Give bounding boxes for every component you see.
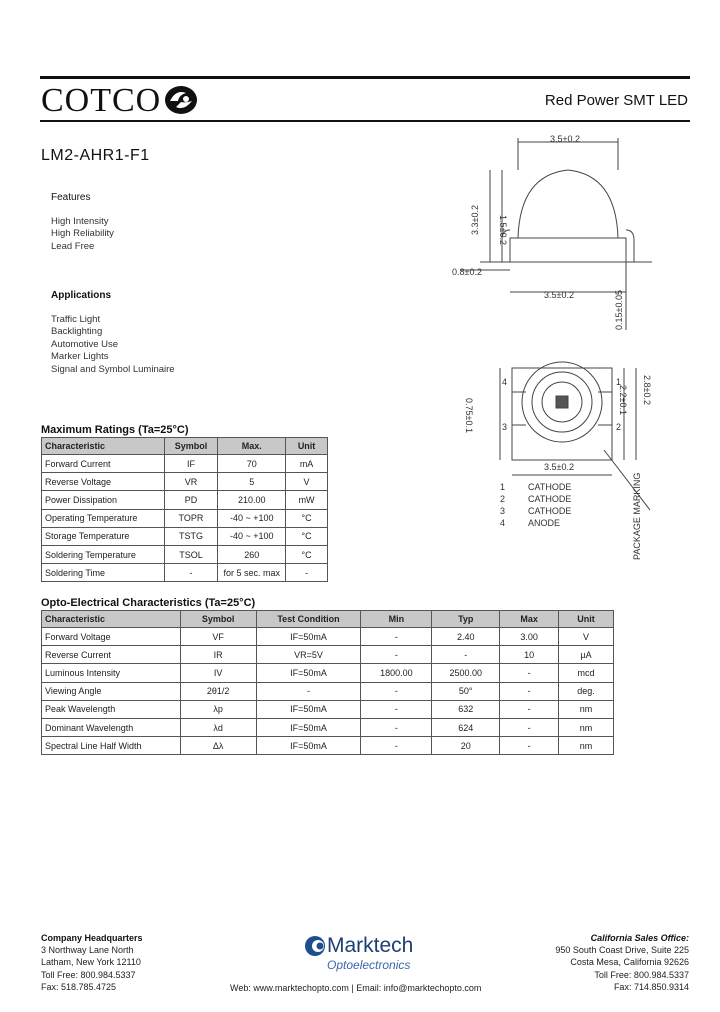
pin-4-num: 4 xyxy=(500,518,506,528)
cell: 2θ1/2 xyxy=(180,682,256,700)
cell: Operating Temperature xyxy=(42,509,165,527)
list-item: Backlighting xyxy=(51,326,103,338)
cell: - xyxy=(500,718,559,736)
cell: IV xyxy=(180,664,256,682)
cotco-logo xyxy=(41,84,161,118)
document-title: Red Power SMT LED xyxy=(544,92,688,109)
cell: - xyxy=(256,682,361,700)
ca-line: Fax: 714.850.9314 xyxy=(613,981,689,992)
list-item: High Reliability xyxy=(51,228,114,240)
ca-heading: California Sales Office: xyxy=(590,933,689,943)
cell: Viewing Angle xyxy=(42,682,181,700)
header-top-rule xyxy=(40,76,690,79)
table-row xyxy=(42,509,328,527)
cell: mA xyxy=(286,455,328,473)
list-item: Automotive Use xyxy=(51,338,119,350)
header-bottom-rule xyxy=(40,120,690,122)
opto-table xyxy=(41,610,614,755)
cell: - xyxy=(361,628,432,646)
pin-4-name: ANODE xyxy=(528,518,561,528)
cell: λd xyxy=(180,718,256,736)
list-item: Signal and Symbol Luminaire xyxy=(51,363,175,375)
cell: - xyxy=(500,737,559,755)
cell: IF=50mA xyxy=(256,718,361,736)
cell: TSTG xyxy=(164,527,218,545)
applications-heading: Applications xyxy=(51,290,112,301)
marktech-logo-icon xyxy=(303,934,327,958)
cell: - xyxy=(361,682,432,700)
cell: nm xyxy=(559,700,614,718)
hq-line: Toll Free: 800.984.5337 xyxy=(41,969,136,980)
cell: IF=50mA xyxy=(256,737,361,755)
cell: Reverse Voltage xyxy=(42,473,165,491)
table-row xyxy=(42,682,614,700)
table-row xyxy=(42,664,614,682)
pin-label-3: 3 xyxy=(502,422,508,432)
cell: 70 xyxy=(218,455,286,473)
cell: Storage Temperature xyxy=(42,527,165,545)
cell: -40 ~ +100 xyxy=(218,509,286,527)
cell: TOPR xyxy=(164,509,218,527)
cell: - xyxy=(361,737,432,755)
cell: 10 xyxy=(500,646,559,664)
header-cell: Characteristic xyxy=(42,611,181,628)
cell: Forward Current xyxy=(42,455,165,473)
table-header-row xyxy=(42,438,328,455)
cell: - xyxy=(164,564,218,582)
marktech-name: Marktech xyxy=(327,934,414,957)
cell: Soldering Time xyxy=(42,564,165,582)
hq-line: 3 Northway Lane North xyxy=(41,945,134,956)
table-header-row xyxy=(42,611,614,628)
dim-pad: 0.8±0.2 xyxy=(452,267,482,277)
cell: Luminous Intensity xyxy=(42,664,181,682)
cell: VR=5V xyxy=(256,646,361,664)
cell: 1800.00 xyxy=(361,664,432,682)
cell: - xyxy=(432,646,500,664)
dim-body: 3.5±0.2 xyxy=(544,290,574,300)
pin-label-2: 2 xyxy=(616,422,622,432)
header-cell: Characteristic xyxy=(42,438,165,455)
features-list xyxy=(51,216,114,253)
cell: IF=50mA xyxy=(256,700,361,718)
list-item: Marker Lights xyxy=(51,351,109,363)
cell: °C xyxy=(286,509,328,527)
cell: °C xyxy=(286,545,328,563)
applications-list xyxy=(51,314,175,376)
list-item: Traffic Light xyxy=(51,314,101,325)
table-row xyxy=(42,718,614,736)
cell: nm xyxy=(559,737,614,755)
header-cell: Unit xyxy=(559,611,614,628)
max-ratings-title: Maximum Ratings (Ta=25°C) xyxy=(41,424,189,436)
cell: 260 xyxy=(218,545,286,563)
ca-address xyxy=(555,932,689,993)
header-cell: Test Condition xyxy=(256,611,361,628)
hq-address xyxy=(41,932,143,993)
cell: Dominant Wavelength xyxy=(42,718,181,736)
top-view-drawing xyxy=(440,350,670,565)
header-cell: Unit xyxy=(286,438,328,455)
dim-left: 0.75±0.1 xyxy=(464,398,474,433)
cell: 5 xyxy=(218,473,286,491)
cell: 632 xyxy=(432,700,500,718)
cell: mcd xyxy=(559,664,614,682)
header-cell: Symbol xyxy=(180,611,256,628)
table-row xyxy=(42,564,328,582)
part-number: LM2-AHR1-F1 xyxy=(41,147,150,164)
ca-line: Costa Mesa, California 92626 xyxy=(570,957,689,968)
cell: nm xyxy=(559,718,614,736)
list-item: High Intensity xyxy=(51,216,109,227)
cell: 20 xyxy=(432,737,500,755)
table-row xyxy=(42,646,614,664)
pin-label-1: 1 xyxy=(616,377,622,387)
cell: - xyxy=(500,664,559,682)
pin-2-num: 2 xyxy=(500,494,506,504)
cell: - xyxy=(361,646,432,664)
pin-3-num: 3 xyxy=(500,506,506,516)
table-row xyxy=(42,700,614,718)
cell: IF=50mA xyxy=(256,664,361,682)
cell: 50° xyxy=(432,682,500,700)
features-heading: Features xyxy=(51,192,91,203)
cell: for 5 sec. max xyxy=(218,564,286,582)
cell: Spectral Line Half Width xyxy=(42,737,181,755)
cell: Power Dissipation xyxy=(42,491,165,509)
package-marking-label: PACKAGE MARKING xyxy=(632,472,642,560)
cell: Δλ xyxy=(180,737,256,755)
cell: °C xyxy=(286,527,328,545)
dim-right: 2.8±0.2 xyxy=(642,375,652,405)
dim-mark: 2.2±0.1 xyxy=(618,385,628,415)
cell: - xyxy=(500,700,559,718)
cell: TSOL xyxy=(164,545,218,563)
cell: PD xyxy=(164,491,218,509)
cell: mW xyxy=(286,491,328,509)
table-row xyxy=(42,473,328,491)
cell: 3.00 xyxy=(500,628,559,646)
pin-2-name: CATHODE xyxy=(528,494,572,504)
cotco-logo-icon xyxy=(164,85,198,115)
cell: - xyxy=(361,700,432,718)
cell: IF=50mA xyxy=(256,628,361,646)
dim-width: 3.5±0.2 xyxy=(550,134,580,144)
cell: - xyxy=(500,682,559,700)
table-row xyxy=(42,737,614,755)
cell: 2500.00 xyxy=(432,664,500,682)
cell: deg. xyxy=(559,682,614,700)
ca-line: Toll Free: 800.984.5337 xyxy=(594,969,689,980)
header-cell: Max. xyxy=(218,438,286,455)
hq-line: Fax: 518.785.4725 xyxy=(41,981,117,992)
cell: VF xyxy=(180,628,256,646)
table-row xyxy=(42,628,614,646)
cell: V xyxy=(286,473,328,491)
dim-bottom: 3.5±0.2 xyxy=(544,462,574,472)
max-ratings-table xyxy=(41,437,328,582)
cell: Peak Wavelength xyxy=(42,700,181,718)
header-cell: Symbol xyxy=(164,438,218,455)
cell: 2.40 xyxy=(432,628,500,646)
cell: Soldering Temperature xyxy=(42,545,165,563)
table-row xyxy=(42,527,328,545)
table-row xyxy=(42,491,328,509)
cell: 624 xyxy=(432,718,500,736)
side-view-drawing xyxy=(440,130,670,340)
brand-name: COTCO xyxy=(41,82,162,119)
marktech-sub: Optoelectronics xyxy=(327,958,411,972)
pin-1-num: 1 xyxy=(500,482,506,492)
header-cell: Min xyxy=(361,611,432,628)
hq-line: Latham, New York 12110 xyxy=(41,957,141,968)
pin-3-name: CATHODE xyxy=(528,506,572,516)
ca-line: 950 South Coast Drive, Suite 225 xyxy=(555,945,689,956)
dim-dome: 1.5±0.2 xyxy=(498,215,508,245)
dim-height: 3.3±0.2 xyxy=(470,205,480,235)
hq-heading: Company Headquarters xyxy=(41,933,143,943)
dim-lead: 0.15±0.05 xyxy=(614,290,624,330)
header-cell: Max xyxy=(500,611,559,628)
cell: Reverse Current xyxy=(42,646,181,664)
cell: - xyxy=(286,564,328,582)
cell: IF xyxy=(164,455,218,473)
cell: VR xyxy=(164,473,218,491)
cell: IR xyxy=(180,646,256,664)
opto-title: Opto-Electrical Characteristics (Ta=25°C) xyxy=(41,597,256,609)
cell: - xyxy=(361,718,432,736)
cell: λp xyxy=(180,700,256,718)
list-item: Lead Free xyxy=(51,240,95,252)
marktech-contact[interactable]: Web: www.marktechopto.com | Email: info@marktechopto.com xyxy=(230,983,482,993)
cell: Forward Voltage xyxy=(42,628,181,646)
cell: 210.00 xyxy=(218,491,286,509)
pin-1-name: CATHODE xyxy=(528,482,572,492)
table-row xyxy=(42,545,328,563)
header-cell: Typ xyxy=(432,611,500,628)
table-row xyxy=(42,455,328,473)
cell: -40 ~ +100 xyxy=(218,527,286,545)
pin-label-4: 4 xyxy=(502,377,508,387)
cell: µA xyxy=(559,646,614,664)
cell: V xyxy=(559,628,614,646)
